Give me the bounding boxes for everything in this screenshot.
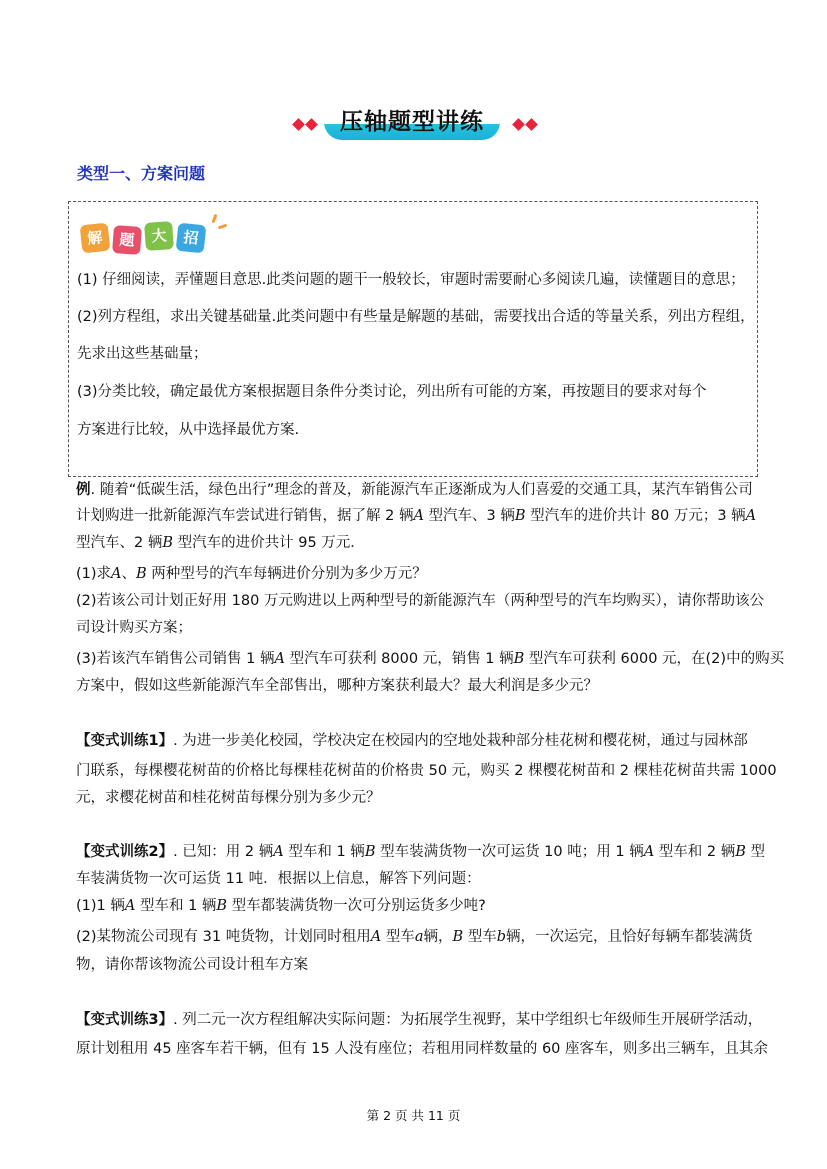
exercise2-line-4: 物，请你帮该物流公司设计租车方案 [76,957,308,973]
text: (3)若该汽车销售公司销售 1 辆 [76,651,275,667]
exercise1-line-2: 门联系，每棵樱花树苗的价格比每棵桂花树苗的价格贵 50 元，购买 2 棵樱花树苗和 2 棵桂花树苗共需 1000 [76,763,777,779]
text: 型 [745,844,766,860]
var: B [364,844,376,860]
tips-badges [79,214,249,254]
tip-line-2: (2)列方程组，求出关键基础量.此类问题中有些量是解题的基础，需要找出合适的等量关系，列出方程组， [77,309,755,325]
example-question-2b: 司设计购买方案； [76,620,192,636]
exercise2-line-1 [76,842,765,862]
badge-3: 大 [144,221,174,251]
badge-4: 招 [176,223,207,254]
var: B [513,651,525,667]
diamond-left-icon [292,114,318,133]
var: B [452,929,464,945]
badge-2: 题 [112,225,142,255]
exercise2-line-2: 车装满货物一次可运货 11 吨．根据以上信息，解答下列问题： [76,871,481,887]
example-label: 例 [76,482,91,498]
var: B [735,844,746,860]
text: (2)某物流公司现有 31 吨货物，计划同时租用 [76,929,371,945]
var: A [370,929,382,945]
tip-line-1: (1) 仔细阅读，弄懂题目意思.此类问题的题干一般较长，审题时需要耐心多阅读几遍，读懂题目的意思； [77,272,745,288]
var: A [124,898,136,914]
text: 型汽车的进价共计 80 万元；3 辆 [525,508,746,524]
text: 辆， [423,929,453,945]
text: 型车都装满货物一次可分别运货多少吨? [227,898,486,914]
example-line-2 [76,506,756,526]
spark-icon [218,224,227,230]
var: A [413,508,424,524]
exercise3-label: 【变式训练3】 [76,1012,174,1028]
spark-icon [212,214,218,223]
example-question-2a: (2)若该公司计划正好用 180 万元购进以上两种型号的新能源汽车（两种型号的汽车均购买），请你帮助该公 [76,593,765,609]
badge-1: 解 [80,223,111,254]
text: 型车装满货物一次可运货 10 吨；用 1 辆 [375,844,644,860]
page-footer: 第 2 页 共 11 页 [366,1108,461,1123]
diamond-right-icon [512,114,538,133]
var: A [111,566,122,582]
text: 型车和 1 辆 [283,844,365,860]
text: 型汽车、2 辆 [76,535,163,551]
text: 型车和 2 辆 [654,844,736,860]
text: (1)1 辆 [76,898,125,914]
exercise2-label: 【变式训练2】 [76,844,174,860]
text: . 为进一步美化校园，学校决定在校园内的空地处栽种部分桂花树和樱花树，通过与园林部 [173,733,748,749]
text: . 已知：用 2 辆 [173,844,274,860]
tip-line-4: (3)分类比较，确定最优方案根据题目条件分类讨论，列出所有可能的方案，再按题目的要求对每个 [77,384,707,400]
tip-line-3: 先求出这些基础量； [77,346,208,362]
var: b [496,929,507,945]
tip-line-5: 方案进行比较，从中选择最优方案. [77,422,300,438]
exercise1-line-3: 元，求樱花树苗和桂花树苗每棵分别为多少元？ [76,790,381,806]
text: 型汽车可获利 8000 元，销售 1 辆 [284,651,514,667]
text: 辆，一次运完，且恰好每辆车都装满货 [506,929,753,945]
tips-box [68,201,758,477]
var: B [216,898,228,914]
banner-title: 压轴题型讲练 [340,109,484,135]
var: B [514,508,526,524]
exercise2-question-2 [76,927,753,947]
text: 型车和 1 辆 [135,898,217,914]
var: a [414,929,424,945]
exercise3-line-2: 原计划租用 45 座客车若干辆，但有 15 人没有座位；若租用同样数量的 60 座客车，则多出三辆车，且其余 [76,1041,769,1057]
text: 型汽车可获利 6000 元，在(2)中的购买 [524,651,785,667]
exercise2-question-1 [76,896,486,916]
var: A [745,508,757,524]
var: B [162,535,173,551]
example-line-1 [76,480,753,500]
var: B [136,566,147,582]
text: 型车 [463,929,497,945]
text: . 列二元一次方程组解决实际问题：为拓展学生视野，某中学组织七年级师生开展研学活动， [173,1012,763,1028]
example-text: . 随着“低碳生活，绿色出行”理念的普及，新能源汽车正逐渐成为人们喜爱的交通工具，某汽车销售公司 [90,482,753,498]
var: A [273,844,284,860]
var: A [274,651,285,667]
example-line-3 [76,533,365,553]
section-title: 类型一、方案问题 [77,164,206,183]
exercise1-label: 【变式训练1】 [76,733,174,749]
exercise1-line-1 [76,731,748,751]
text: 、 [121,566,137,582]
text: 计划购进一批新能源汽车尝试进行销售，据了解 2 辆 [76,508,414,524]
example-question-1 [76,564,427,584]
example-question-3b: 方案中，假如这些新能源汽车全部售出，哪种方案获利最大？最大利润是多少元？ [76,678,598,694]
exercise3-line-1 [76,1010,762,1030]
text: 型车 [381,929,415,945]
example-question-3a [76,649,784,669]
text: 两种型号的汽车每辆进价分别为多少万元？ [146,566,427,582]
var: A [643,844,655,860]
text: 型汽车的进价共计 95 万元． [173,535,365,551]
section-banner [290,100,540,142]
text: (1)求 [76,566,112,582]
text: 型汽车、3 辆 [423,508,515,524]
